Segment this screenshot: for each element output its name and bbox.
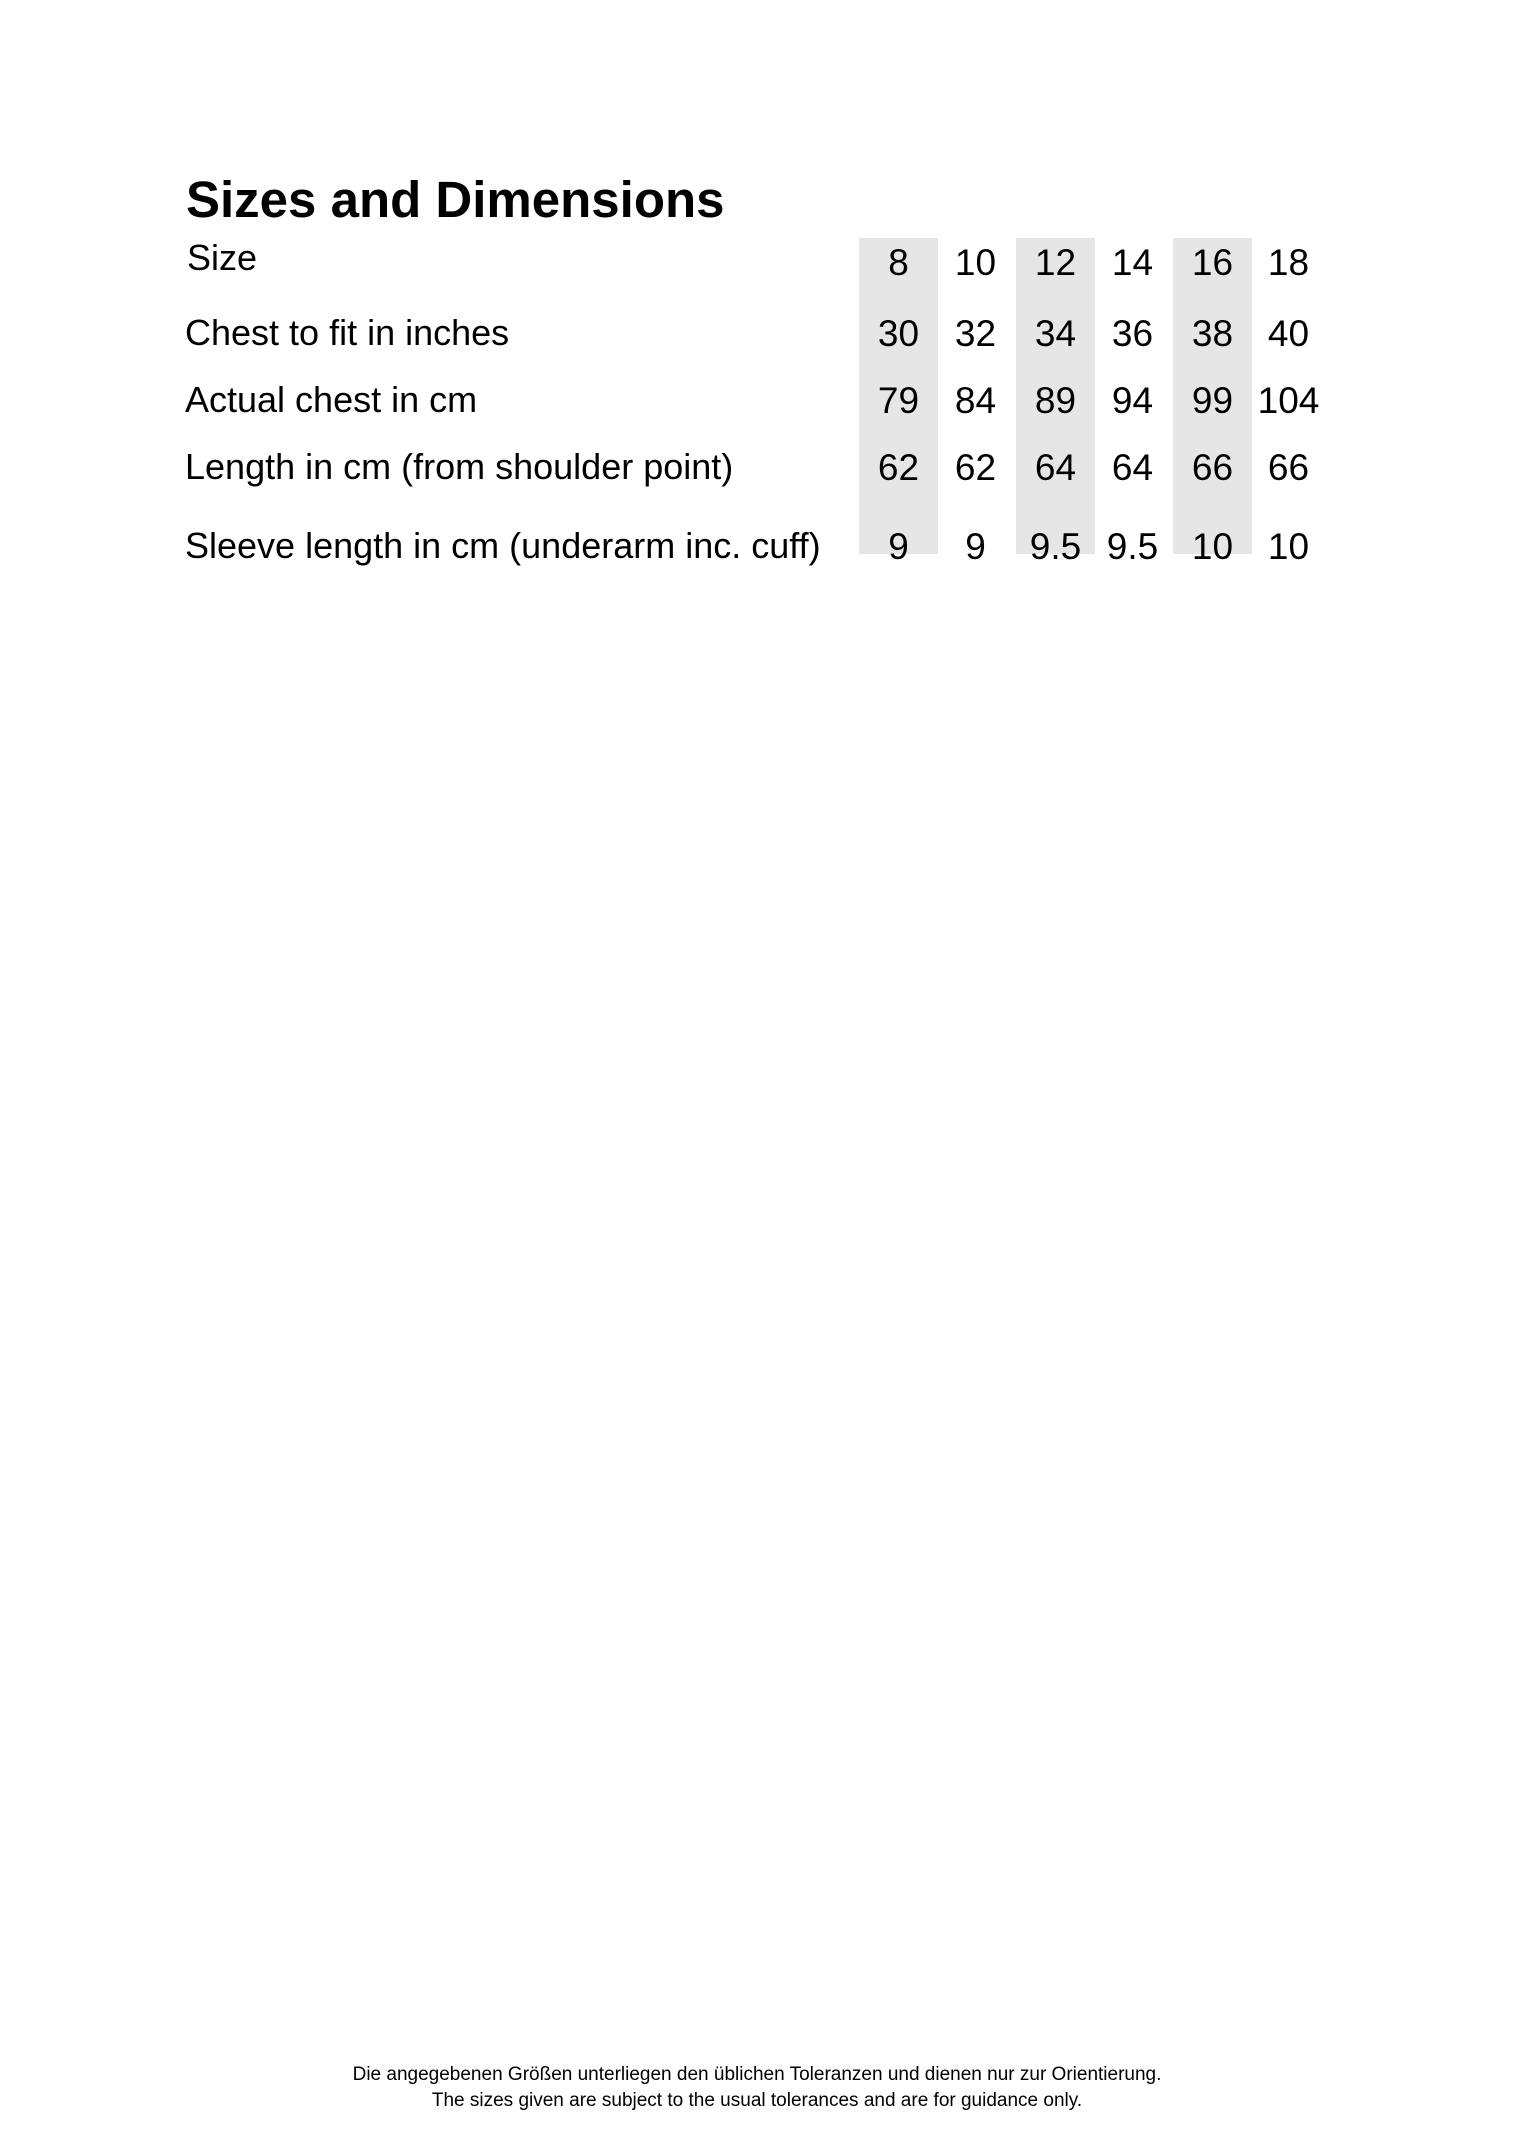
table-cell: 66 <box>1191 447 1234 488</box>
table-cell: 94 <box>1111 380 1154 421</box>
table-cell: 12 <box>1034 242 1077 283</box>
row-label: Length in cm (from shoulder point) <box>185 446 734 487</box>
table-row-chest-to-fit <box>183 305 1333 372</box>
table-cell: 79 <box>877 380 920 421</box>
table-cell: 40 <box>1267 313 1310 354</box>
table-cell: 64 <box>1034 447 1077 488</box>
table-row-actual-chest <box>183 372 1333 439</box>
table-cell: 30 <box>877 313 920 354</box>
table-cell: 10 <box>1191 526 1234 567</box>
disclaimer-english: The sizes given are subject to the usual tolerances and are for guidance only. <box>431 2090 1083 2111</box>
table-row-sleeve-length <box>183 506 1333 573</box>
row-label: Sleeve length in cm (underarm inc. cuff) <box>185 525 821 566</box>
row-label: Size <box>187 237 258 278</box>
table-cell: 16 <box>1191 242 1234 283</box>
table-cell: 18 <box>1267 242 1310 283</box>
table-cell: 62 <box>954 447 997 488</box>
table-cell: 99 <box>1191 380 1234 421</box>
table-cell: 34 <box>1034 313 1077 354</box>
table-cell: 36 <box>1111 313 1154 354</box>
table-cell: 9.5 <box>1106 526 1159 567</box>
row-label: Chest to fit in inches <box>185 312 510 353</box>
table-cell: 9.5 <box>1029 526 1082 567</box>
table-cell: 104 <box>1257 380 1320 421</box>
table-cell: 9 <box>888 526 909 567</box>
table-cell: 64 <box>1111 447 1154 488</box>
table-cell: 32 <box>954 313 997 354</box>
table-row-size <box>183 238 1333 305</box>
table-cell: 89 <box>1034 380 1077 421</box>
table-cell: 66 <box>1267 447 1310 488</box>
table-cell: 10 <box>954 242 997 283</box>
footer-disclaimer <box>0 2062 1514 2114</box>
size-table <box>183 238 1333 573</box>
table-cell: 9 <box>965 526 986 567</box>
table-cell: 38 <box>1191 313 1234 354</box>
table-cell: 84 <box>954 380 997 421</box>
page-title: Sizes and Dimensions <box>186 171 725 228</box>
row-label: Actual chest in cm <box>185 379 478 420</box>
table-cell: 8 <box>888 242 909 283</box>
table-cell: 62 <box>877 447 920 488</box>
table-cell: 14 <box>1111 242 1154 283</box>
disclaimer-german: Die angegebenen Größen unterliegen den üblichen Toleranzen und dienen nur zur Orientierung. <box>352 2064 1162 2085</box>
table-row-length <box>183 439 1333 506</box>
table-cell: 10 <box>1267 526 1310 567</box>
